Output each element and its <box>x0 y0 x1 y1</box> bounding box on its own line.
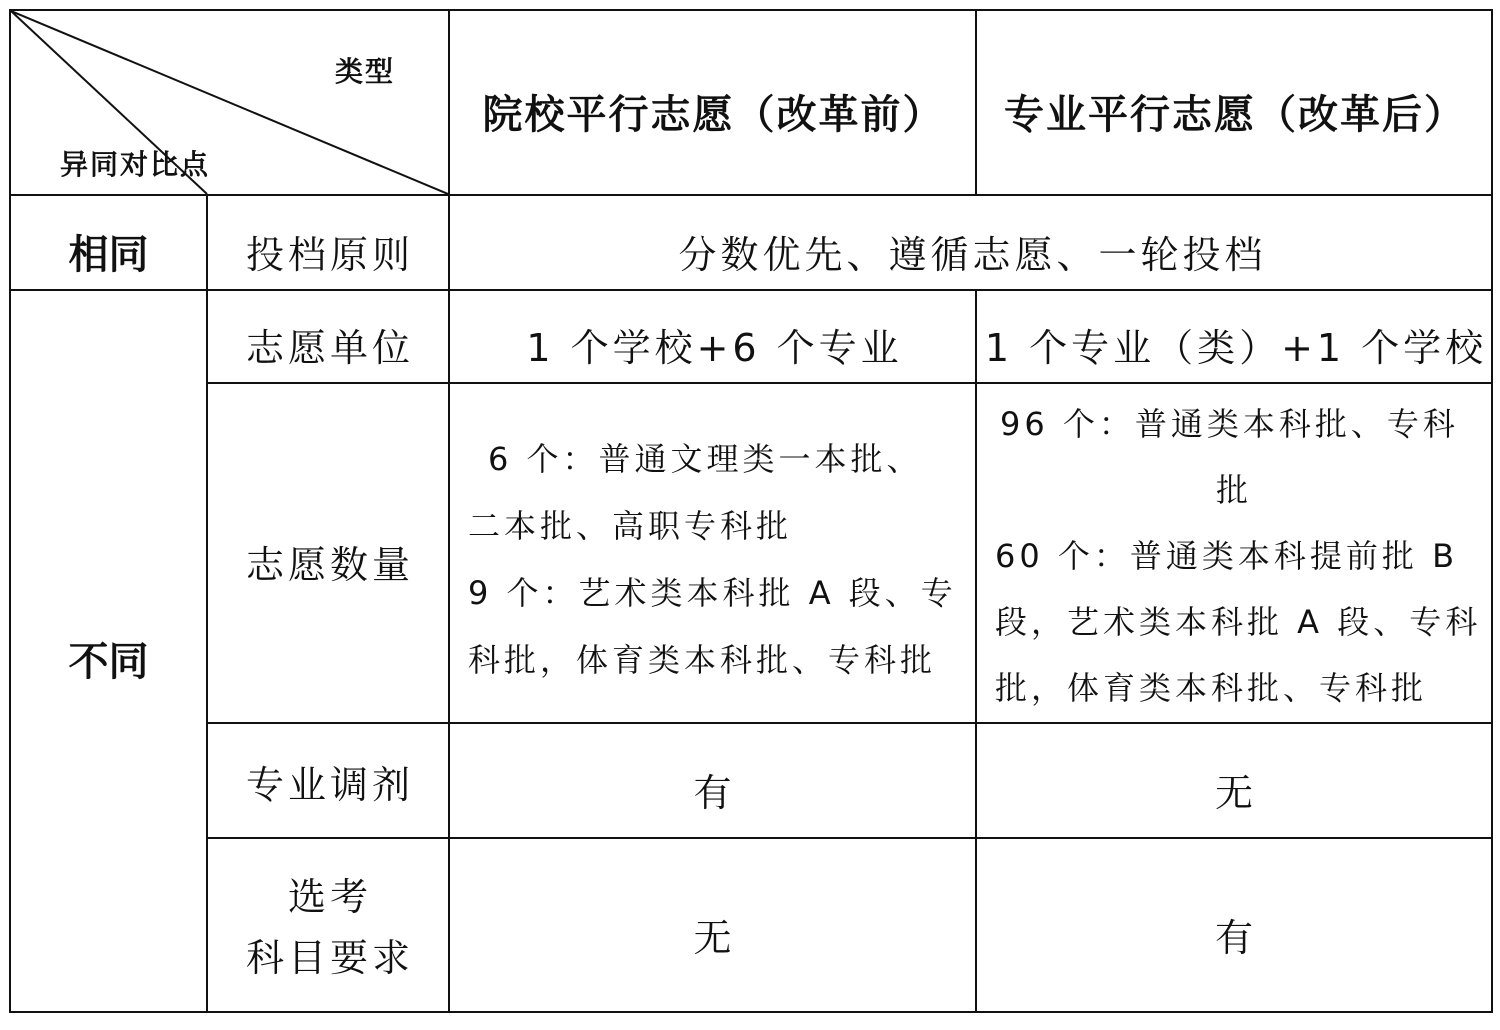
row-label-subjects <box>208 839 448 1011</box>
adjustment-after-cell <box>977 724 1491 837</box>
adjustment-before-cell <box>450 724 975 837</box>
count-after-cell <box>977 384 1491 722</box>
group-same-label: 相同 <box>68 232 149 278</box>
subjects-after-cell <box>977 839 1491 1011</box>
count-before-line: 6 个：普通文理类一本批、 <box>488 440 923 478</box>
corner-label-compare-points: 异同对比点 <box>60 148 211 181</box>
group-different-cell <box>11 291 206 1011</box>
count-after-line: 60 个：普通类本科提前批 B <box>995 537 1459 575</box>
count-after-line: 段，艺术类本科批 A 段、专科 <box>995 603 1482 641</box>
group-different-label: 不同 <box>68 639 149 685</box>
column-header-before-reform <box>450 11 975 194</box>
row-label-subjects-line: 选考 <box>287 874 372 919</box>
subjects-after-text: 有 <box>1214 916 1257 960</box>
row-label-count <box>208 384 448 722</box>
count-before-line: 科批，体育类本科批、专科批 <box>468 641 937 679</box>
row-label-adjustment-text: 专业调剂 <box>245 763 414 807</box>
row-label-subjects-line: 科目要求 <box>245 935 414 980</box>
adjustment-after-text: 无 <box>1214 771 1257 815</box>
unit-after-text: 1 个专业（类）+1 个学校 <box>984 326 1488 370</box>
group-same-cell <box>11 196 206 289</box>
row-label-unit-text: 志愿单位 <box>245 326 414 370</box>
row-label-count-text: 志愿数量 <box>245 543 414 587</box>
count-before-cell <box>450 384 975 722</box>
corner-header-cell <box>11 11 448 194</box>
count-before-line: 二本批、高职专科批 <box>468 507 793 545</box>
comparison-table <box>9 9 1493 1013</box>
column-header-before-reform-label: 院校平行志愿（改革前） <box>482 92 945 138</box>
subjects-before-text: 无 <box>693 916 736 960</box>
principle-shared-value-text: 分数优先、遵循志愿、一轮投档 <box>678 233 1267 277</box>
column-header-after-reform <box>977 11 1491 194</box>
count-after-line: 批，体育类本科批、专科批 <box>995 669 1428 707</box>
adjustment-before-text: 有 <box>693 771 736 815</box>
row-label-adjustment <box>208 724 448 837</box>
unit-before-cell <box>450 291 975 382</box>
count-after-line: 96 个：普通类本科批、专科 <box>1000 405 1459 443</box>
row-label-unit <box>208 291 448 382</box>
unit-before-text: 1 个学校+6 个专业 <box>526 326 903 370</box>
row-label-principle-text: 投档原则 <box>245 233 414 277</box>
column-header-after-reform-label: 专业平行志愿（改革后） <box>1004 92 1466 138</box>
unit-after-cell <box>977 291 1491 382</box>
corner-label-type: 类型 <box>335 55 396 88</box>
count-before-line: 9 个：艺术类本科批 A 段、专 <box>468 574 957 612</box>
count-after-line: 批 <box>1215 471 1252 509</box>
subjects-before-cell <box>450 839 975 1011</box>
row-label-principle <box>208 196 448 289</box>
principle-shared-value <box>450 196 1491 289</box>
